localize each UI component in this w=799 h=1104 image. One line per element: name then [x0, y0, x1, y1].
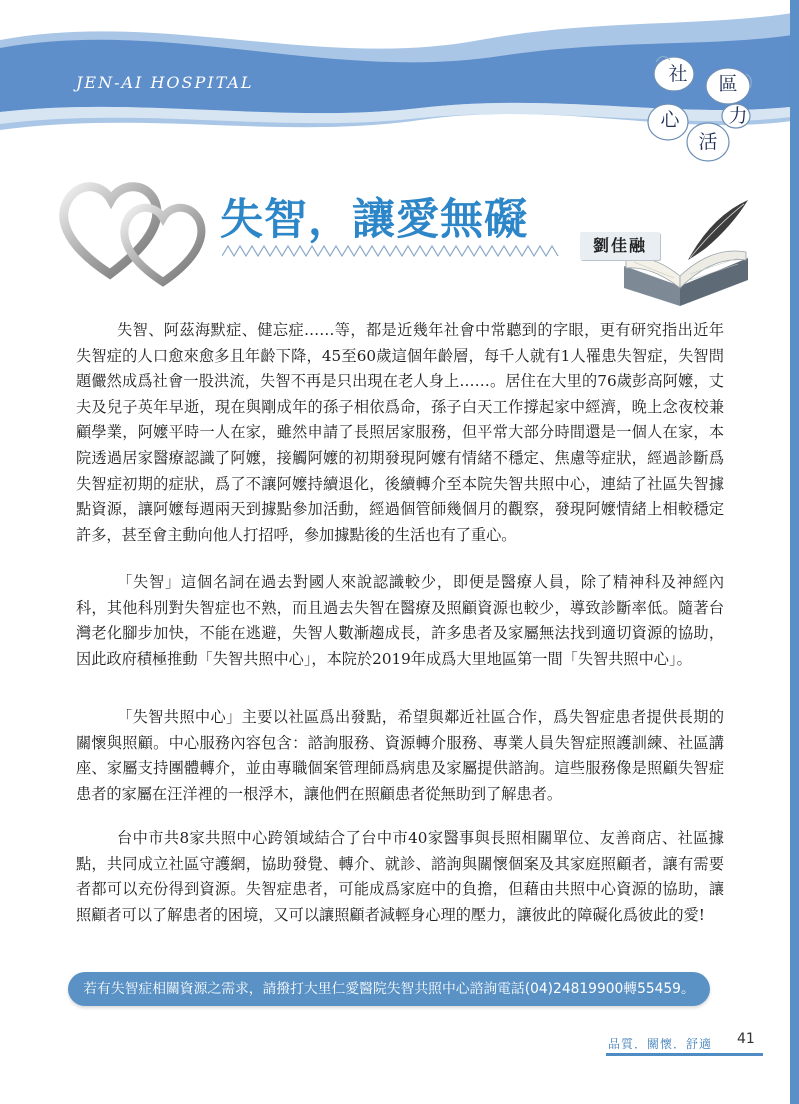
badge-char-3: 心 [660, 109, 680, 131]
badge-char-2: 區 [718, 73, 738, 95]
author-name: 劉佳融 [580, 232, 660, 260]
contact-info-bar [68, 972, 710, 1006]
section-badge [636, 44, 766, 174]
zigzag-divider [222, 244, 562, 258]
page-edge-strip [790, 0, 799, 1104]
badge-char-1: 社 [668, 63, 688, 85]
page-number: 41 [737, 1031, 755, 1047]
badge-char-5: 力 [728, 105, 748, 127]
footer-rule [606, 1053, 763, 1056]
article-title: 失智，讓愛無礙 [220, 195, 528, 245]
hospital-name: JEN-AI HOSPITAL [76, 73, 254, 92]
article-paragraph-3: 「失智共照中心」主要以社區爲出發點，希望與鄰近社區合作，爲失智症患者提供長期的關懷與照顧。中心服務內容包含：諮詢服務、資源轉介服務、專業人員失智症照護訓練、社區講座、家屬支持團體轉介，並由專職個案管理師爲病患及家屬提供諮詢。這些服務像是照顧失智症患者的家屬在汪洋裡的一根浮木，讓他們在照顧患者從無助到了解患者。 [76, 708, 724, 803]
article-paragraph-2: 「失智」這個名詞在過去對國人來說認識較少，即便是醫療人員，除了精神科及神經內科，其他科別對失智症也不熟，而且過去失智在醫療及照顧資源也較少，導致診斷率低。隨著台灣老化腳步加快，不能在逃避，失智人數漸趨成長，許多患者及家屬無法找到適切資源的協助，因此政府積極推動「失智共照中心」，本院於2019年成爲大里地區第一間「失智共照中心」。 [76, 573, 724, 668]
hearts-icon [55, 170, 215, 288]
badge-char-4: 活 [698, 131, 718, 153]
footer-slogan: 品質．關懷．舒適 [608, 1037, 713, 1051]
article-paragraph-1: 失智、阿茲海默症、健忘症……等，都是近幾年社會中常聽到的字眼，更有研究指出近年失智症的人口愈來愈多且年齡下降，45至60歲這個年齡層，每千人就有1人罹患失智症，失智問題儼然成爲社會一股洪流，失智不再是只出現在老人身上……。居住在大里的76歲彭高阿嬤，丈夫及兒子英年早逝，現在與剛成年的孫子相依爲命，孫子白天工作撐起家中經濟，晚上念夜校兼顧學業，阿嬤平時一人在家，雖然申請了長照居家服務，但平常大部分時間還是一個人在家，本院透過居家醫療認識了阿嬤，接觸阿嬤的初期發現阿嬤有情緒不穩定、焦慮等症狀，經過診斷爲失智症初期的症狀，爲了不讓阿嬤持續退化，後續轉介至本院失智共照中心，連結了社區失智據點資源，讓阿嬤每週兩天到據點參加活動，經過個管師幾個月的觀察，發現阿嬤情緒上相較穩定許多，甚至會主動向他人打招呼，參加據點後的生活也有了重心。 [76, 321, 724, 544]
article-paragraph-4: 台中市共8家共照中心跨領域結合了台中市40家醫事與長照相關單位、友善商店、社區據點，共同成立社區守護網，協助發覺、轉介、就診、諮詢與關懷個案及其家庭照顧者，讓有需要者都可以充份得到資源。失智症患者，可能成爲家庭中的負擔，但藉由共照中心資源的協助，讓照顧者可以了解患者的困境，又可以讓照顧者減輕身心理的壓力，讓彼此的障礙化爲彼此的愛! [76, 829, 724, 924]
contact-info-text: 若有失智症相關資源之需求，請撥打大里仁愛醫院失智共照中心諮詢電話(04)24819900轉55459。 [83, 981, 695, 997]
